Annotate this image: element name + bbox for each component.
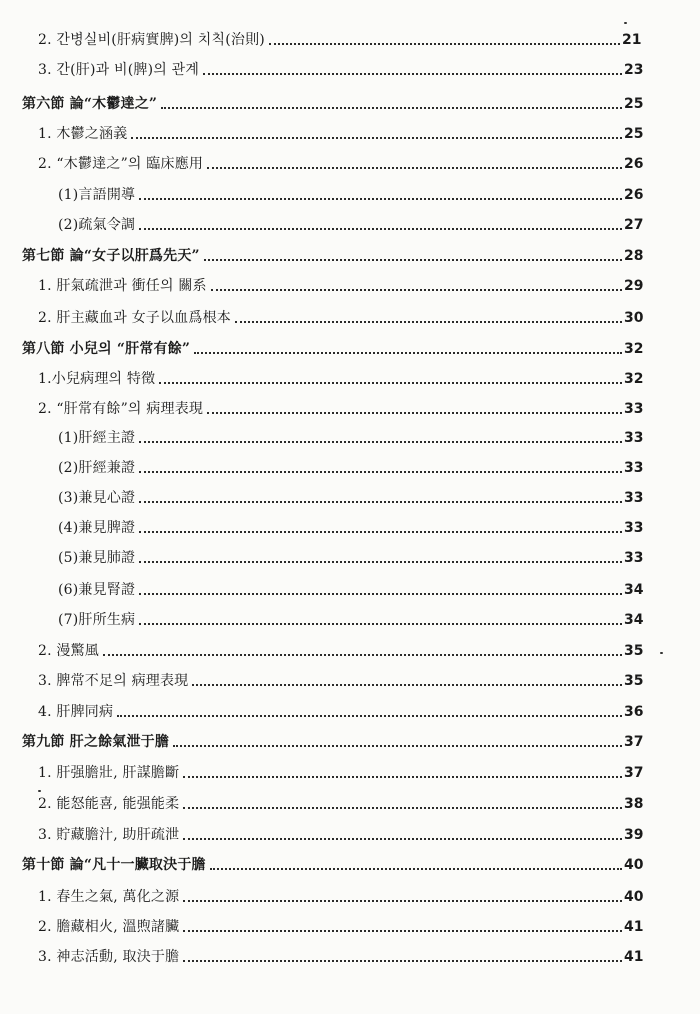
dot-leader [161, 107, 622, 109]
toc-section-entry [0, 90, 652, 112]
dot-leader [183, 807, 622, 809]
toc-entry-title: 2. 膽藏相火, 溫煦諸臟 [38, 919, 180, 935]
scan-speck [624, 22, 627, 24]
toc-entry [0, 544, 652, 566]
toc-entry [0, 120, 652, 142]
toc-entry [0, 150, 652, 172]
dot-leader [139, 561, 622, 563]
toc-entry-page-number: 33 [624, 430, 644, 446]
toc-entry [0, 759, 652, 781]
toc-entry-title: (2)肝經兼證 [58, 460, 136, 476]
toc-entry-title: (4)兼見脾證 [58, 520, 136, 536]
toc-entry-title: 3. 간(肝)과 비(脾)의 관계 [38, 62, 200, 78]
toc-entry-title: 3. 貯藏膽汁, 助肝疏泄 [38, 827, 180, 843]
toc-entry [0, 943, 652, 965]
toc-entry-page-number: 35 [624, 673, 644, 689]
toc-entry-title: 第七節 論“女子以肝爲先天” [22, 248, 200, 264]
toc-section-entry [0, 728, 652, 750]
toc-entry-page-number: 33 [624, 520, 644, 536]
toc-entry-page-number: 34 [624, 582, 644, 598]
toc-entry [0, 304, 652, 326]
dot-leader [139, 593, 622, 595]
toc-entry-title: 1. 肝氣疏泄과 衝任의 關系 [38, 278, 207, 294]
toc-entry-page-number: 37 [624, 765, 644, 781]
toc-entry-page-number: 32 [624, 341, 644, 357]
toc-entry-title: 第八節 小兒의 “肝常有餘” [22, 341, 191, 357]
toc-entry-title: 3. 神志活動, 取決于膽 [38, 949, 180, 965]
toc-entry-title: (3)兼見心證 [58, 490, 136, 506]
toc-entry-page-number: 23 [624, 62, 644, 78]
toc-entry-title: 第九節 肝之餘氣泄于膽 [22, 734, 170, 750]
toc-entry-page-number: 38 [624, 796, 644, 812]
toc-entry-page-number: 25 [624, 96, 644, 112]
dot-leader [139, 471, 622, 473]
toc-entry [0, 395, 652, 417]
toc-entry [0, 211, 652, 233]
dot-leader [139, 531, 622, 533]
dot-leader [269, 43, 620, 45]
dot-leader [192, 684, 622, 686]
dot-leader [207, 167, 622, 169]
toc-entry [0, 26, 650, 48]
toc-entry-page-number: 41 [624, 949, 644, 965]
toc-entry-title: 2. 漫驚風 [38, 643, 100, 659]
dot-leader [183, 776, 622, 778]
toc-entry-page-number: 33 [624, 401, 644, 417]
toc-entry-title: (1)言語開導 [58, 187, 136, 203]
toc-entry-page-number: 26 [624, 187, 644, 203]
toc-entry-page-number: 36 [624, 704, 644, 720]
dot-leader [194, 352, 622, 354]
dot-leader [204, 259, 622, 261]
dot-leader [139, 501, 622, 503]
toc-section-entry [0, 335, 652, 357]
dot-leader [173, 745, 622, 747]
toc-entry-page-number: 35 [624, 643, 644, 659]
toc-entry-page-number: 28 [624, 248, 644, 264]
toc-entry [0, 181, 652, 203]
toc-entry-page-number: 30 [624, 310, 644, 326]
toc-entry [0, 667, 652, 689]
dot-leader [139, 228, 622, 230]
dot-leader [203, 73, 622, 75]
toc-entry [0, 790, 652, 812]
toc-entry-title: 2. “肝常有餘”의 病理表現 [38, 401, 204, 417]
toc-entry [0, 272, 652, 294]
toc-entry-title: 3. 脾常不足의 病理表現 [38, 673, 189, 689]
toc-entry-page-number: 33 [624, 550, 644, 566]
toc-entry-title: 1.小兒病理의 特徵 [38, 371, 156, 387]
dot-leader [207, 412, 622, 414]
toc-entry-page-number: 33 [624, 490, 644, 506]
toc-entry-title: 2. 能怒能喜, 能强能柔 [38, 796, 180, 812]
dot-leader [131, 137, 622, 139]
toc-entry-title: (7)肝所生病 [58, 612, 136, 628]
toc-entry [0, 514, 652, 536]
dot-leader [235, 321, 622, 323]
scan-speck [38, 790, 41, 792]
toc-entry-title: (5)兼見肺證 [58, 550, 136, 566]
toc-entry [0, 576, 652, 598]
toc-section-entry [0, 851, 652, 873]
dot-leader [183, 960, 622, 962]
dot-leader [117, 715, 622, 717]
toc-entry [0, 454, 652, 476]
toc-entry-page-number: 27 [624, 217, 644, 233]
dot-leader [139, 623, 622, 625]
toc-entry-title: 第十節 論“凡十一臟取決于膽 [22, 857, 206, 873]
toc-entry-title: 1. 肝强膽壯, 肝謀膽斷 [38, 765, 180, 781]
dot-leader [103, 654, 622, 656]
dot-leader [183, 930, 622, 932]
dot-leader [211, 289, 622, 291]
toc-entry [0, 821, 652, 843]
toc-entry-page-number: 29 [624, 278, 644, 294]
dot-leader [139, 198, 622, 200]
toc-entry [0, 484, 652, 506]
toc-entry-title: 第六節 論“木鬱達之” [22, 96, 158, 112]
scan-speck [660, 652, 663, 654]
toc-entry-page-number: 25 [624, 126, 644, 142]
dot-leader [183, 838, 622, 840]
toc-entry-title: 2. 간병실비(肝病實脾)의 치칙(治則) [38, 32, 265, 48]
toc-entry-page-number: 40 [624, 857, 644, 873]
toc-entry-page-number: 34 [624, 612, 644, 628]
toc-entry [0, 698, 652, 720]
dot-leader [159, 382, 622, 384]
toc-entry-title: (1)肝經主證 [58, 430, 136, 446]
toc-entry [0, 365, 652, 387]
toc-entry [0, 56, 652, 78]
toc-entry-title: (6)兼見腎證 [58, 582, 136, 598]
toc-entry-title: 1. 木鬱之涵義 [38, 126, 128, 142]
toc-entry-page-number: 33 [624, 460, 644, 476]
toc-entry-title: 4. 肝脾同病 [38, 704, 114, 720]
dot-leader [210, 868, 622, 870]
toc-entry [0, 913, 652, 935]
toc-entry-page-number: 26 [624, 156, 644, 172]
toc-entry-title: (2)疏氣令調 [58, 217, 136, 233]
toc-entry-page-number: 40 [624, 889, 644, 905]
toc-entry [0, 606, 652, 628]
toc-entry-page-number: 21 [622, 32, 642, 48]
dot-leader [139, 441, 622, 443]
toc-entry-page-number: 39 [624, 827, 644, 843]
toc-entry-page-number: 32 [624, 371, 644, 387]
toc-entry [0, 637, 652, 659]
toc-entry-page-number: 37 [624, 734, 644, 750]
toc-entry-page-number: 41 [624, 919, 644, 935]
dot-leader [183, 900, 622, 902]
toc-entry [0, 883, 652, 905]
toc-section-entry [0, 242, 652, 264]
toc-entry-title: 2. “木鬱達之”의 臨床應用 [38, 156, 204, 172]
toc-entry-title: 1. 春生之氣, 萬化之源 [38, 889, 180, 905]
toc-entry [0, 424, 652, 446]
toc-entry-title: 2. 肝主藏血과 女子以血爲根本 [38, 310, 231, 326]
